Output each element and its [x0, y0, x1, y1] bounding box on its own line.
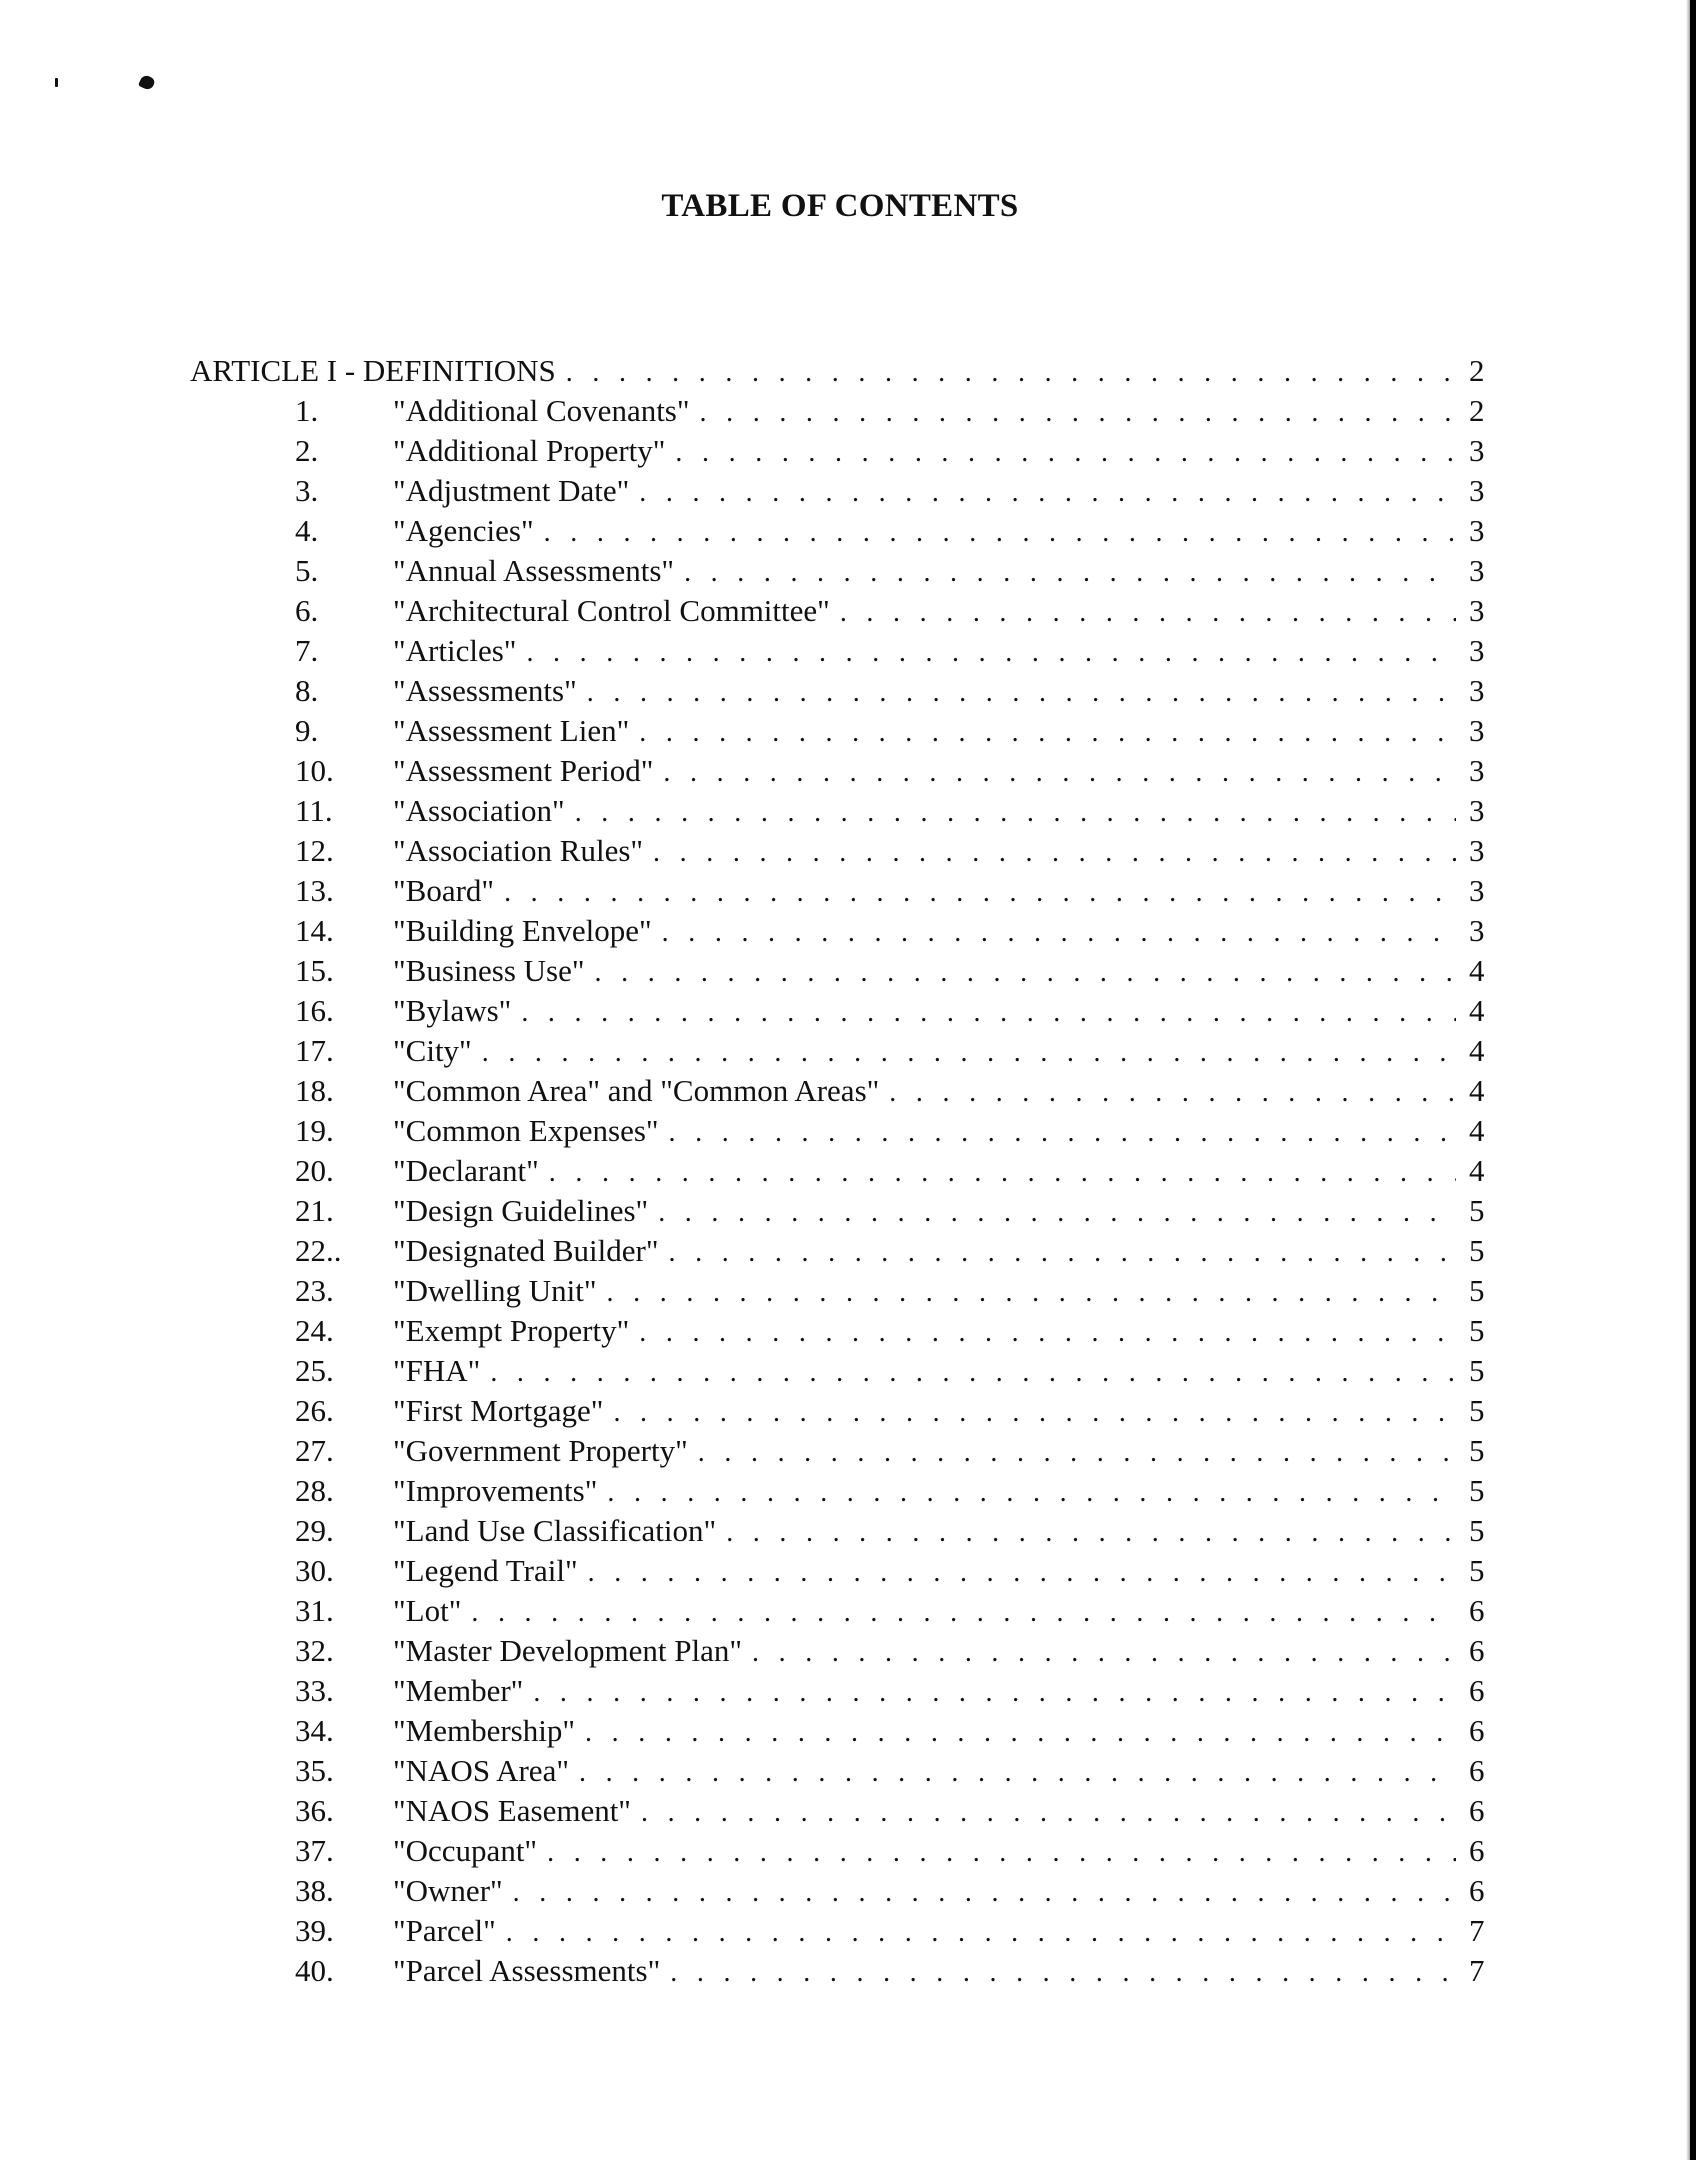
- toc-entry: [0, 1071, 1696, 1111]
- toc-entry-number: 17.: [295, 1033, 334, 1068]
- toc-entry-number: 37.: [295, 1833, 334, 1868]
- toc-entry-label: "Parcel Assessments": [393, 1951, 670, 1991]
- toc-entry-page: 5: [1469, 1193, 1485, 1228]
- toc-entry-number: 6.: [295, 593, 319, 628]
- toc-entry-label: "NAOS Easement": [393, 1791, 641, 1831]
- toc-entry-number: 33.: [295, 1673, 334, 1708]
- toc-entry-number: 38.: [295, 1873, 334, 1908]
- toc-entry-label: "FHA": [393, 1351, 490, 1391]
- toc-entry: [0, 1031, 1696, 1071]
- toc-entry-page: 5: [1469, 1473, 1485, 1508]
- dot-leader: [566, 353, 1456, 393]
- toc-article-row: [0, 351, 1696, 391]
- dot-leader: [658, 1193, 1456, 1233]
- toc-entry: [0, 591, 1696, 631]
- toc-leader: [393, 911, 1456, 953]
- toc-entry: [0, 1951, 1696, 1991]
- toc-entry-number: 22..: [295, 1233, 342, 1268]
- toc-entry-number: 28.: [295, 1473, 334, 1508]
- toc-entry: [0, 1631, 1696, 1671]
- toc-entry-label: "Exempt Property": [393, 1311, 639, 1351]
- dot-leader: [513, 1873, 1456, 1913]
- toc-leader: [393, 1151, 1456, 1193]
- toc-entry-label: "Occupant": [393, 1831, 547, 1871]
- toc-entry-label: "Designated Builder": [393, 1231, 669, 1271]
- toc-entry-number: 19.: [295, 1113, 334, 1148]
- toc-entry-page: 5: [1469, 1273, 1485, 1308]
- toc-entry: [0, 431, 1696, 471]
- toc-entry: [0, 791, 1696, 831]
- toc-entry: [0, 1791, 1696, 1831]
- toc-entry-number: 25.: [295, 1353, 334, 1388]
- toc-entry-label: "Additional Property": [393, 431, 675, 471]
- toc-entry-label: "Common Expenses": [393, 1111, 669, 1151]
- toc-entry: [0, 391, 1696, 431]
- toc-entry-number: 8.: [295, 673, 319, 708]
- toc-entry-page: 4: [1469, 1153, 1485, 1188]
- toc-entry: [0, 1151, 1696, 1191]
- toc-entry: [0, 1751, 1696, 1791]
- toc-entry: [0, 551, 1696, 591]
- toc-entry: [0, 511, 1696, 551]
- toc-leader: [393, 1031, 1456, 1073]
- toc-entry-page: 6: [1469, 1593, 1485, 1628]
- toc-entry: [0, 1391, 1696, 1431]
- toc-leader: [393, 591, 1456, 633]
- toc-entry-label: "First Mortgage": [393, 1391, 613, 1431]
- toc-entry: [0, 1311, 1696, 1351]
- toc-leader: [393, 671, 1456, 713]
- toc-leader: [393, 1831, 1456, 1873]
- toc-leader: [393, 1631, 1456, 1673]
- toc-entry-page: 3: [1469, 473, 1485, 508]
- toc-entry-number: 32.: [295, 1633, 334, 1668]
- toc-entry: [0, 831, 1696, 871]
- toc-entry-page: 4: [1469, 953, 1485, 988]
- toc-entry-page: 3: [1469, 553, 1485, 588]
- toc-entry-label: "Additional Covenants": [393, 391, 700, 431]
- toc-entry-number: 5.: [295, 553, 319, 588]
- toc-leader: [393, 511, 1456, 553]
- toc-entry-page: 3: [1469, 873, 1485, 908]
- toc-entry-number: 29.: [295, 1513, 334, 1548]
- toc-leader: [393, 551, 1456, 593]
- toc-entry-label: "Board": [393, 871, 504, 911]
- dot-leader: [669, 1113, 1456, 1153]
- dot-leader: [585, 1713, 1456, 1753]
- toc-entry-label: "Bylaws": [393, 991, 521, 1031]
- toc-leader: [393, 1871, 1456, 1913]
- toc-entry-page: 7: [1469, 1953, 1485, 1988]
- toc-leader: [393, 711, 1456, 753]
- dot-leader: [698, 1433, 1456, 1473]
- toc-entry: [0, 1271, 1696, 1311]
- dot-leader: [639, 1313, 1456, 1353]
- dot-leader: [639, 473, 1456, 513]
- toc-leader: [393, 1431, 1456, 1473]
- toc-entry: [0, 1911, 1696, 1951]
- toc-entry-number: 23.: [295, 1273, 334, 1308]
- dot-leader: [533, 1673, 1456, 1713]
- dot-leader: [506, 1913, 1456, 1953]
- toc-entry-label: "Lot": [393, 1591, 471, 1631]
- toc-leader: [393, 1911, 1456, 1953]
- toc-entry: [0, 751, 1696, 791]
- dot-leader: [670, 1953, 1456, 1993]
- dot-leader: [607, 1473, 1456, 1513]
- toc-leader: [393, 1391, 1456, 1433]
- toc-entry-page: 3: [1469, 593, 1485, 628]
- toc-leader: [393, 1791, 1456, 1833]
- toc-entry-number: 27.: [295, 1433, 334, 1468]
- toc-entry-label: "Association Rules": [393, 831, 653, 871]
- dot-leader: [752, 1633, 1456, 1673]
- toc-entry-label: "Member": [393, 1671, 533, 1711]
- toc-entry-page: 4: [1469, 1033, 1485, 1068]
- toc-entry-label: "Master Development Plan": [393, 1631, 752, 1671]
- toc-entry-page: 3: [1469, 833, 1485, 868]
- toc-article-page: 2: [1469, 353, 1485, 388]
- toc-leader: [393, 751, 1456, 793]
- dot-leader: [653, 833, 1456, 873]
- toc-leader: [393, 1551, 1456, 1593]
- dot-leader: [669, 1233, 1457, 1273]
- toc-entry-page: 5: [1469, 1353, 1485, 1388]
- toc-entry-number: 35.: [295, 1753, 334, 1788]
- dot-leader: [504, 873, 1456, 913]
- toc-entry-page: 3: [1469, 793, 1485, 828]
- toc-entry-label: "Annual Assessments": [393, 551, 684, 591]
- toc-entry-page: 2: [1469, 393, 1485, 428]
- toc-entry-number: 10.: [295, 753, 334, 788]
- toc-entry-number: 40.: [295, 1953, 334, 1988]
- dot-leader: [579, 1753, 1456, 1793]
- toc-entry-page: 3: [1469, 753, 1485, 788]
- dot-leader: [595, 953, 1456, 993]
- toc-entry-number: 30.: [295, 1553, 334, 1588]
- toc-article-label: ARTICLE I - DEFINITIONS: [190, 351, 566, 391]
- toc-leader: [393, 1111, 1456, 1153]
- toc-entry-number: 26.: [295, 1393, 334, 1428]
- toc-entry-label: "Assessments": [393, 671, 587, 711]
- toc-leader: [393, 1511, 1456, 1553]
- toc-entry-number: 4.: [295, 513, 319, 548]
- dot-leader: [663, 753, 1456, 793]
- toc-leader: [393, 1311, 1456, 1353]
- toc-entry: [0, 1831, 1696, 1871]
- dot-leader: [684, 553, 1456, 593]
- toc-entry-label: "Dwelling Unit": [393, 1271, 607, 1311]
- toc-entry-page: 5: [1469, 1313, 1485, 1348]
- toc-entry-number: 1.: [295, 393, 319, 428]
- toc-entry-label: "Assessment Lien": [393, 711, 639, 751]
- dot-leader: [588, 1553, 1456, 1593]
- toc-entry-label: "Membership": [393, 1711, 585, 1751]
- toc-entry: [0, 1351, 1696, 1391]
- toc-entry: [0, 711, 1696, 751]
- toc-leader: [393, 831, 1456, 873]
- toc-entry: [0, 1231, 1696, 1271]
- dot-leader: [521, 993, 1456, 1033]
- scan-speck: [55, 78, 58, 87]
- toc-entry-page: 6: [1469, 1793, 1485, 1828]
- toc-entry-label: "Owner": [393, 1871, 513, 1911]
- toc-entry-page: 6: [1469, 1873, 1485, 1908]
- dot-leader: [662, 913, 1456, 953]
- dot-leader: [575, 793, 1456, 833]
- toc-entry-label: "Agencies": [393, 511, 544, 551]
- toc-entry-number: 36.: [295, 1793, 334, 1828]
- toc-entry-number: 9.: [295, 713, 319, 748]
- toc-entry-page: 6: [1469, 1713, 1485, 1748]
- toc-entry-label: "Land Use Classification": [393, 1511, 726, 1551]
- toc-leader: [393, 951, 1456, 993]
- toc-entry: [0, 911, 1696, 951]
- toc-leader: [393, 1351, 1456, 1393]
- toc-entry: [0, 471, 1696, 511]
- toc-entry-number: 20.: [295, 1153, 334, 1188]
- toc-entry: [0, 1671, 1696, 1711]
- toc-entry: [0, 1591, 1696, 1631]
- toc-entry-label: "Common Area" and "Common Areas": [393, 1071, 889, 1111]
- toc-entry: [0, 1111, 1696, 1151]
- toc-entry-number: 2.: [295, 433, 319, 468]
- toc-entry-label: "Business Use": [393, 951, 595, 991]
- toc-entry-label: "Design Guidelines": [393, 1191, 658, 1231]
- toc-entry-page: 3: [1469, 673, 1485, 708]
- toc-entry-number: 14.: [295, 913, 334, 948]
- toc-entry-label: "Parcel": [393, 1911, 506, 1951]
- dot-leader: [639, 713, 1456, 753]
- dot-leader: [482, 1033, 1456, 1073]
- toc-entry-label: "Declarant": [393, 1151, 549, 1191]
- toc-entry: [0, 1551, 1696, 1591]
- toc-entry-page: 3: [1469, 433, 1485, 468]
- dot-leader: [641, 1793, 1456, 1833]
- toc-leader: [393, 1271, 1456, 1313]
- toc-entry-page: 3: [1469, 633, 1485, 668]
- toc-entry-label: "Assessment Period": [393, 751, 663, 791]
- toc-entry: [0, 671, 1696, 711]
- toc-entry-page: 4: [1469, 993, 1485, 1028]
- toc-leader: [393, 471, 1456, 513]
- page-title: TABLE OF CONTENTS: [661, 188, 1019, 224]
- dot-leader: [587, 673, 1456, 713]
- toc-entry-label: "Articles": [393, 631, 526, 671]
- dot-leader: [547, 1833, 1456, 1873]
- dot-leader: [544, 513, 1456, 553]
- toc-leader: [393, 1071, 1456, 1113]
- toc-entry: [0, 1431, 1696, 1471]
- toc-entry: [0, 951, 1696, 991]
- toc-entry-number: 18.: [295, 1073, 334, 1108]
- toc-entry: [0, 1191, 1696, 1231]
- toc-leader: [393, 871, 1456, 913]
- toc-entry-label: "Government Property": [393, 1431, 698, 1471]
- dot-leader: [549, 1153, 1456, 1193]
- toc-leader: [393, 431, 1456, 473]
- toc-leader: [393, 1191, 1456, 1233]
- toc-leader: [393, 1231, 1456, 1273]
- toc-entry-label: "Association": [393, 791, 575, 831]
- toc-entry-label: "Adjustment Date": [393, 471, 639, 511]
- dot-leader: [526, 633, 1456, 673]
- dot-leader: [490, 1353, 1456, 1393]
- toc-entry: [0, 991, 1696, 1031]
- toc-leader: [393, 1671, 1456, 1713]
- toc-entry-number: 34.: [295, 1713, 334, 1748]
- toc-entry-number: 7.: [295, 633, 319, 668]
- toc-entry-number: 11.: [295, 793, 333, 828]
- toc-leader: [393, 1751, 1456, 1793]
- toc-entry-page: 4: [1469, 1113, 1485, 1148]
- toc-entry-page: 5: [1469, 1393, 1485, 1428]
- toc-list: [0, 351, 1696, 1991]
- toc-entry: [0, 1511, 1696, 1551]
- dot-leader: [675, 433, 1456, 473]
- dot-leader: [607, 1273, 1456, 1313]
- toc-entry-label: "Architectural Control Committee": [393, 591, 840, 631]
- toc-leader: [393, 791, 1456, 833]
- toc-entry-page: 4: [1469, 1073, 1485, 1108]
- toc-leader: [393, 1471, 1456, 1513]
- dot-leader: [726, 1513, 1456, 1553]
- toc-entry-page: 6: [1469, 1633, 1485, 1668]
- toc-entry-page: 5: [1469, 1233, 1485, 1268]
- toc-leader: [190, 351, 1456, 393]
- toc-entry-label: "Improvements": [393, 1471, 607, 1511]
- toc-leader: [393, 631, 1456, 673]
- toc-leader: [393, 391, 1456, 433]
- dot-leader: [889, 1073, 1456, 1113]
- dot-leader: [700, 393, 1456, 433]
- toc-entry-page: 3: [1469, 913, 1485, 948]
- toc-leader: [393, 1591, 1456, 1633]
- toc-entry-page: 6: [1469, 1833, 1485, 1868]
- toc-entry-number: 12.: [295, 833, 334, 868]
- toc-entry-number: 15.: [295, 953, 334, 988]
- toc-entry-number: 39.: [295, 1913, 334, 1948]
- toc-entry-page: 3: [1469, 513, 1485, 548]
- toc-entry-page: 5: [1469, 1553, 1485, 1588]
- toc-entry-number: 21.: [295, 1193, 334, 1228]
- toc-entry-number: 31.: [295, 1593, 334, 1628]
- toc-leader: [393, 991, 1456, 1033]
- toc-entry-page: 5: [1469, 1433, 1485, 1468]
- toc-entry: [0, 1711, 1696, 1751]
- toc-entry-page: 5: [1469, 1513, 1485, 1548]
- toc-entry: [0, 631, 1696, 671]
- toc-entry-page: 6: [1469, 1673, 1485, 1708]
- toc-entry-number: 13.: [295, 873, 334, 908]
- dot-leader: [471, 1593, 1456, 1633]
- toc-entry-page: 7: [1469, 1913, 1485, 1948]
- toc-entry-number: 24.: [295, 1313, 334, 1348]
- toc-entry-label: "Building Envelope": [393, 911, 662, 951]
- toc-entry: [0, 1871, 1696, 1911]
- toc-leader: [393, 1951, 1456, 1993]
- toc-entry-label: "Legend Trail": [393, 1551, 588, 1591]
- toc-entry-number: 3.: [295, 473, 319, 508]
- toc-entry: [0, 871, 1696, 911]
- toc-entry-number: 16.: [295, 993, 334, 1028]
- dot-leader: [613, 1393, 1456, 1433]
- toc-entry-page: 6: [1469, 1753, 1485, 1788]
- toc-leader: [393, 1711, 1456, 1753]
- toc-entry-label: "City": [393, 1031, 482, 1071]
- scan-speck: [138, 74, 156, 92]
- toc-entry-label: "NAOS Area": [393, 1751, 579, 1791]
- dot-leader: [840, 593, 1456, 633]
- toc-entry-page: 3: [1469, 713, 1485, 748]
- toc-entry: [0, 1471, 1696, 1511]
